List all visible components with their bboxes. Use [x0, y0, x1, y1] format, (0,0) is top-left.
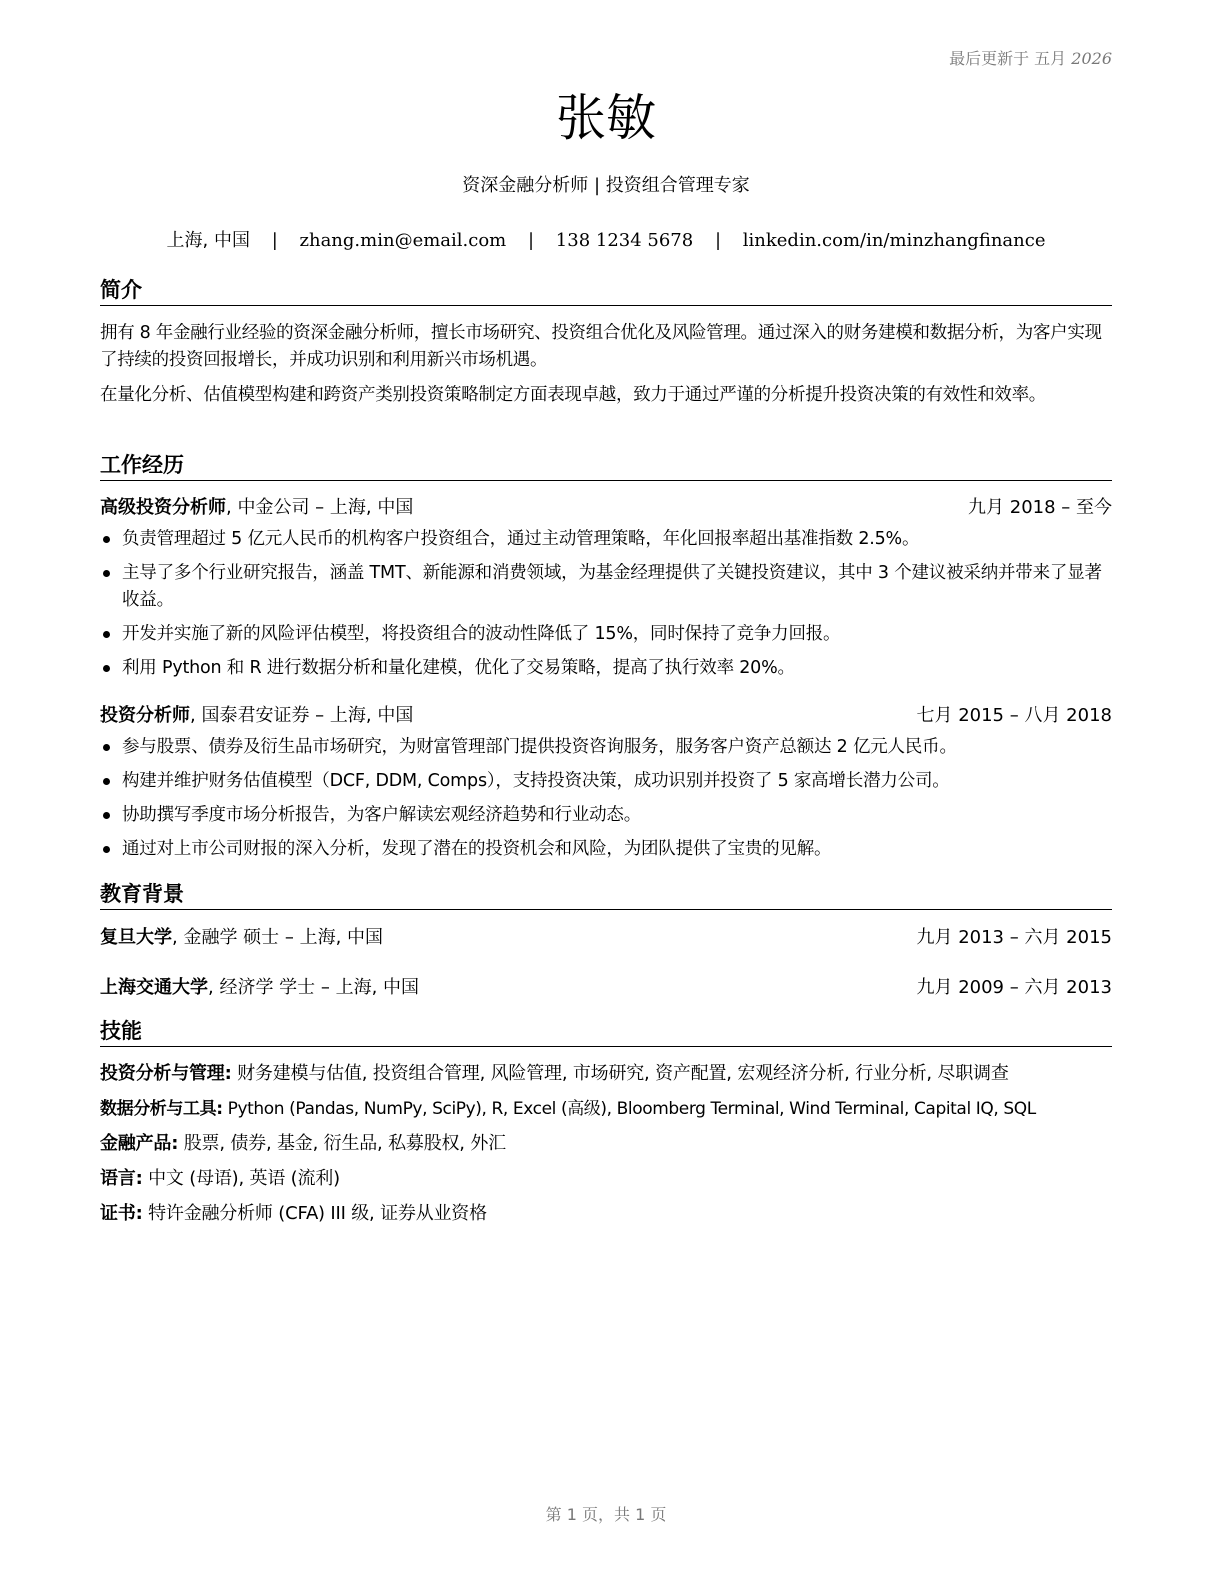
skill-value: 中文 (母语), 英语 (流利)	[142, 1168, 340, 1189]
degree-detail: , 金融学 硕士 – 上海, 中国	[172, 927, 384, 948]
job-role: 高级投资分析师	[100, 497, 226, 518]
job-company: , 国泰君安证券 – 上海, 中国	[190, 705, 414, 726]
education-line	[100, 975, 419, 1001]
school-name: 上海交通大学	[100, 977, 208, 998]
job-role: 投资分析师	[100, 705, 190, 726]
list-item: 协助撰写季度市场分析报告，为客户解读宏观经济趋势和行业动态。	[100, 802, 1112, 829]
job-dates: 九月 2018 – 至今	[968, 497, 1112, 518]
education-item	[100, 975, 1112, 1001]
last-updated-label: 最后更新于 五月	[949, 49, 1067, 68]
contact-separator: |	[527, 230, 535, 251]
skill-row	[100, 1201, 1112, 1227]
list-item: 开发并实施了新的风险评估模型，将投资组合的波动性降低了 15%，同时保持了竞争力回报。	[100, 621, 1112, 648]
contact-separator: |	[714, 230, 722, 251]
job-header	[100, 703, 1112, 729]
skill-label: 证书:	[100, 1203, 143, 1224]
skill-row	[100, 1061, 1112, 1087]
list-item: 通过对上市公司财报的深入分析，发现了潜在的投资机会和风险，为团队提供了宝贵的见解。	[100, 836, 1112, 863]
list-item: 利用 Python 和 R 进行数据分析和量化建模，优化了交易策略，提高了执行效率 20%。	[100, 655, 1112, 682]
education-dates: 九月 2013 – 六月 2015	[916, 927, 1112, 948]
skill-value: 股票, 债券, 基金, 衍生品, 私募股权, 外汇	[178, 1133, 506, 1154]
job-bullets	[100, 734, 1112, 870]
headline: 资深金融分析师 | 投资组合管理专家	[462, 175, 750, 196]
section-title-experience: 工作经历	[100, 451, 1112, 481]
skill-label: 语言:	[100, 1168, 143, 1189]
contact-phone: 138 1234 5678	[555, 230, 694, 251]
education-line	[100, 925, 383, 951]
resume-page	[100, 0, 1112, 1584]
skill-row	[100, 1166, 1112, 1192]
skill-row	[100, 1131, 1112, 1157]
list-item: 主导了多个行业研究报告，涵盖 TMT、新能源和消费领域，为基金经理提供了关键投资建议，其中 3 个建议被采纳并带来了显著收益。	[100, 560, 1112, 614]
section-title-skills: 技能	[100, 1017, 1112, 1047]
summary-paragraph: 拥有 8 年金融行业经验的资深金融分析师，擅长市场研究、投资组合优化及风险管理。通过深入的财务建模和数据分析，为客户实现了持续的投资回报增长，并成功识别和利用新兴市场机遇。	[100, 323, 1102, 370]
contact-email-link[interactable]: zhang.min@email.com	[299, 230, 507, 251]
skill-value: Python (Pandas, NumPy, SciPy), R, Excel (高级), Bloomberg Terminal, Wind Terminal, Capital IQ, SQL	[222, 1099, 1036, 1119]
skill-label: 数据分析与工具:	[100, 1099, 223, 1119]
job-dates: 七月 2015 – 八月 2018	[916, 705, 1112, 726]
contact-separator: |	[271, 230, 278, 251]
section-title-education: 教育背景	[100, 880, 1112, 910]
contact-location: 上海, 中国	[166, 230, 250, 251]
contact-linkedin-link[interactable]: linkedin.com/in/minzhangfinance	[742, 230, 1046, 251]
skill-label: 金融产品:	[100, 1133, 179, 1154]
last-updated	[949, 46, 1112, 69]
education-dates: 九月 2009 – 六月 2013	[916, 977, 1112, 998]
list-item: 负责管理超过 5 亿元人民币的机构客户投资组合，通过主动管理策略，年化回报率超出基准指数 2.5%。	[100, 526, 1112, 553]
job-title-line	[100, 495, 413, 521]
school-name: 复旦大学	[100, 927, 172, 948]
summary-paragraph: 在量化分析、估值模型构建和跨资产类别投资策略制定方面表现卓越，致力于通过严谨的分析提升投资决策的有效性和效率。	[100, 385, 1046, 405]
skill-value: 特许金融分析师 (CFA) III 级, 证券从业资格	[142, 1203, 487, 1224]
candidate-name: 张敏	[556, 89, 656, 147]
job-bullets	[100, 526, 1112, 689]
skill-label: 投资分析与管理:	[100, 1063, 232, 1084]
job-company: , 中金公司 – 上海, 中国	[226, 497, 414, 518]
list-item: 构建并维护财务估值模型（DCF, DDM, Comps），支持投资决策，成功识别并投资了 5 家高增长潜力公司。	[100, 768, 1112, 795]
skill-row	[100, 1096, 1112, 1122]
section-title-summary: 简介	[100, 276, 1112, 306]
skill-value: 财务建模与估值, 投资组合管理, 风险管理, 市场研究, 资产配置, 宏观经济分析, 行业分析, 尽职调查	[231, 1063, 1009, 1084]
job-title-line	[100, 703, 413, 729]
list-item: 参与股票、债券及衍生品市场研究，为财富管理部门提供投资咨询服务，服务客户资产总额达 2 亿元人民币。	[100, 734, 1112, 761]
degree-detail: , 经济学 学士 – 上海, 中国	[208, 977, 420, 998]
job-header	[100, 495, 1112, 521]
contact-line	[100, 226, 1112, 252]
page-number-footer: 第 1 页，共 1 页	[545, 1505, 667, 1524]
last-updated-year: 2026	[1071, 49, 1112, 68]
education-item	[100, 925, 1112, 951]
